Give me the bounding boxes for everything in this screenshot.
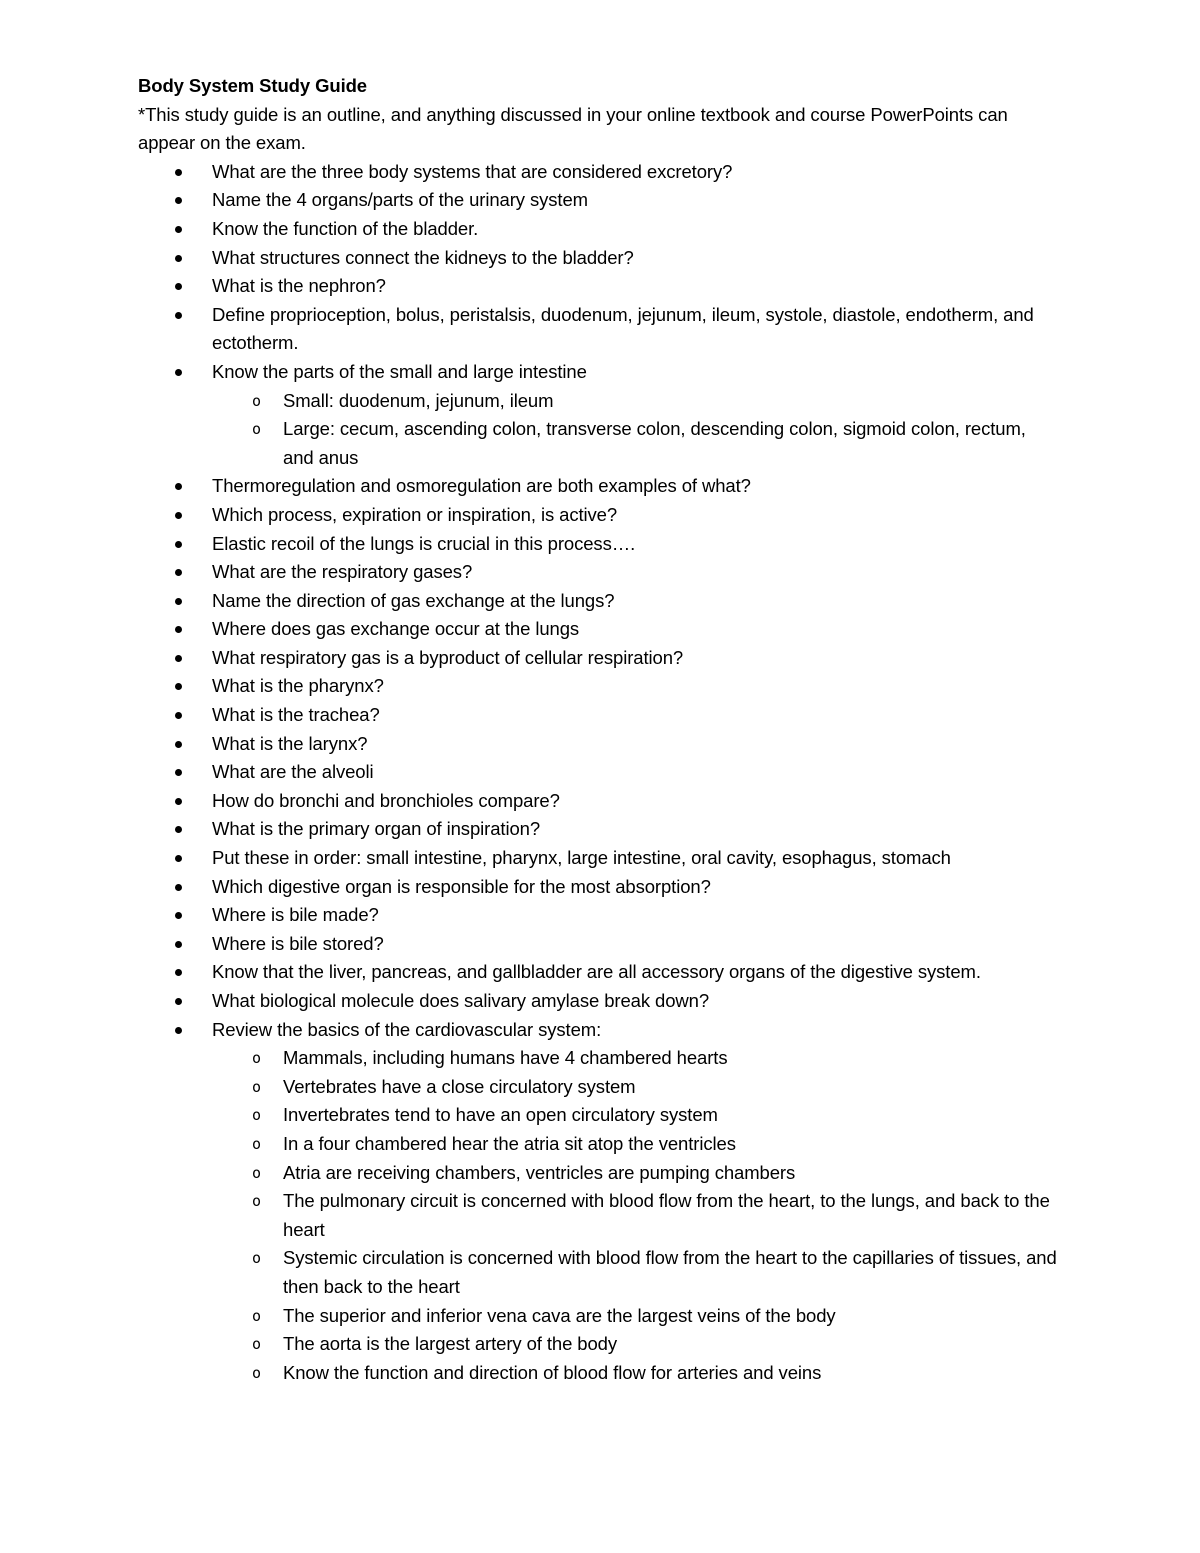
list-item-text: Name the direction of gas exchange at the lungs? bbox=[212, 589, 615, 611]
list-item bbox=[138, 672, 1058, 701]
circle-bullet-icon: o bbox=[252, 1163, 261, 1182]
sub-list-item-text: Mammals, including humans have 4 chambered hearts bbox=[283, 1047, 728, 1069]
circle-bullet-icon: o bbox=[252, 1335, 261, 1354]
bullet-dot-icon bbox=[175, 969, 182, 976]
list-item-text: Thermoregulation and osmoregulation are both examples of what? bbox=[212, 475, 751, 497]
list-item bbox=[138, 758, 1058, 787]
bullet-dot-icon bbox=[175, 598, 182, 605]
bullet-dot-icon bbox=[175, 197, 182, 204]
sub-list-item bbox=[212, 1044, 1058, 1073]
bullet-dot-icon bbox=[175, 712, 182, 719]
document-content bbox=[138, 72, 1058, 1387]
sub-list-item-text: The superior and inferior vena cava are the largest veins of the body bbox=[283, 1304, 836, 1326]
circle-bullet-icon: o bbox=[252, 391, 261, 410]
intro-note: *This study guide is an outline, and anything discussed in your online textbook and course PowerPoints can appear on the exam. bbox=[138, 103, 1008, 154]
list-item bbox=[138, 987, 1058, 1016]
bullet-dot-icon bbox=[175, 369, 182, 376]
list-item bbox=[138, 958, 1058, 987]
list-item bbox=[138, 587, 1058, 616]
circle-bullet-icon: o bbox=[252, 1106, 261, 1125]
list-item bbox=[138, 501, 1058, 530]
list-item bbox=[138, 186, 1058, 215]
sub-list-item-text: In a four chambered hear the atria sit atop the ventricles bbox=[283, 1132, 736, 1154]
bullet-dot-icon bbox=[175, 683, 182, 690]
document-title: Body System Study Guide bbox=[138, 75, 367, 96]
sub-list-item-text: Small: duodenum, jejunum, ileum bbox=[283, 389, 554, 411]
sub-list-item bbox=[212, 415, 1058, 472]
list-item bbox=[138, 901, 1058, 930]
list-item-text: What are the respiratory gases? bbox=[212, 561, 473, 583]
list-item-text: Elastic recoil of the lungs is crucial in this process…. bbox=[212, 532, 636, 554]
circle-bullet-icon: o bbox=[252, 420, 261, 439]
sub-list-item bbox=[212, 387, 1058, 416]
sub-list-item bbox=[212, 1159, 1058, 1188]
bullet-dot-icon bbox=[175, 769, 182, 776]
bullet-dot-icon bbox=[175, 912, 182, 919]
bullet-dot-icon bbox=[175, 826, 182, 833]
list-item-text: What is the pharynx? bbox=[212, 675, 384, 697]
bullet-dot-icon bbox=[175, 655, 182, 662]
sub-list-item bbox=[212, 1244, 1058, 1301]
list-item bbox=[138, 1016, 1058, 1388]
sub-list-item bbox=[212, 1330, 1058, 1359]
circle-bullet-icon: o bbox=[252, 1306, 261, 1325]
circle-bullet-icon: o bbox=[252, 1077, 261, 1096]
list-item bbox=[138, 558, 1058, 587]
list-item-text: Where is bile made? bbox=[212, 904, 379, 926]
sub-list-item bbox=[212, 1101, 1058, 1130]
bullet-dot-icon bbox=[175, 483, 182, 490]
list-item bbox=[138, 844, 1058, 873]
sub-list-item-text: The pulmonary circuit is concerned with blood flow from the heart, to the lungs, and back to the heart bbox=[283, 1190, 1050, 1240]
sub-list-item bbox=[212, 1359, 1058, 1388]
list-item-text: Name the 4 organs/parts of the urinary system bbox=[212, 189, 588, 211]
sub-list-item-text: Vertebrates have a close circulatory system bbox=[283, 1075, 636, 1097]
list-item bbox=[138, 358, 1058, 472]
list-item-text: What is the trachea? bbox=[212, 704, 380, 726]
circle-bullet-icon: o bbox=[252, 1049, 261, 1068]
list-item-text: What biological molecule does salivary amylase break down? bbox=[212, 990, 710, 1011]
bullet-dot-icon bbox=[175, 255, 182, 262]
list-item-text: Where is bile stored? bbox=[212, 932, 384, 954]
list-item-text: What are the alveoli bbox=[212, 761, 374, 783]
sub-list bbox=[212, 387, 1058, 473]
list-item bbox=[138, 701, 1058, 730]
bullet-dot-icon bbox=[175, 798, 182, 805]
sub-list-item-text: Large: cecum, ascending colon, transverse colon, descending colon, sigmoid colon, rectum, and anus bbox=[283, 418, 1026, 468]
list-item bbox=[138, 272, 1058, 301]
sub-list-item bbox=[212, 1302, 1058, 1331]
list-item-text: Know the function of the bladder. bbox=[212, 217, 479, 239]
question-list bbox=[138, 158, 1058, 1388]
list-item bbox=[138, 244, 1058, 273]
list-item-text: What respiratory gas is a byproduct of cellular respiration? bbox=[212, 646, 684, 668]
list-item-text: How do bronchi and bronchioles compare? bbox=[212, 789, 560, 811]
list-item-text: Review the basics of the cardiovascular system: bbox=[212, 1018, 602, 1040]
circle-bullet-icon: o bbox=[252, 1363, 261, 1382]
list-item-text: Where does gas exchange occur at the lungs bbox=[212, 618, 580, 640]
list-item-text: Which digestive organ is responsible for the most absorption? bbox=[212, 875, 711, 897]
bullet-dot-icon bbox=[175, 855, 182, 862]
list-item-text: What is the nephron? bbox=[212, 275, 386, 297]
list-item bbox=[138, 158, 1058, 187]
sub-list-item bbox=[212, 1073, 1058, 1102]
bullet-dot-icon bbox=[175, 1027, 182, 1034]
bullet-dot-icon bbox=[175, 226, 182, 233]
sub-list-item-text: Invertebrates tend to have an open circulatory system bbox=[283, 1104, 718, 1126]
sub-list-item bbox=[212, 1187, 1058, 1244]
list-item bbox=[138, 215, 1058, 244]
list-item bbox=[138, 873, 1058, 902]
list-item-text: Know the parts of the small and large intestine bbox=[212, 360, 587, 382]
bullet-dot-icon bbox=[175, 283, 182, 290]
sub-list-item-text: The aorta is the largest artery of the body bbox=[283, 1333, 618, 1355]
bullet-dot-icon bbox=[175, 884, 182, 891]
list-item-text: Know that the liver, pancreas, and gallbladder are all accessory organs of the digestive system. bbox=[212, 961, 981, 983]
list-item-text: Which process, expiration or inspiration, is active? bbox=[212, 503, 618, 525]
sub-list bbox=[212, 1044, 1058, 1387]
sub-list-item-text: Atria are receiving chambers, ventricles are pumping chambers bbox=[283, 1161, 796, 1183]
sub-list-item-text: Know the function and direction of blood flow for arteries and veins bbox=[283, 1361, 822, 1383]
list-item-text: What is the larynx? bbox=[212, 732, 368, 754]
bullet-dot-icon bbox=[175, 941, 182, 948]
list-item bbox=[138, 301, 1058, 358]
circle-bullet-icon: o bbox=[252, 1192, 261, 1211]
list-item-text: Define proprioception, bolus, peristalsis, duodenum, jejunum, ileum, systole, diastole, endotherm, and ectotherm. bbox=[212, 303, 1034, 354]
bullet-dot-icon bbox=[175, 741, 182, 748]
bullet-dot-icon bbox=[175, 541, 182, 548]
list-item bbox=[138, 930, 1058, 959]
bullet-dot-icon bbox=[175, 569, 182, 576]
sub-list-item-text: Systemic circulation is concerned with blood flow from the heart to the capillaries of tissues, and then back to the heart bbox=[283, 1247, 1057, 1297]
circle-bullet-icon: o bbox=[252, 1134, 261, 1153]
bullet-dot-icon bbox=[175, 626, 182, 633]
circle-bullet-icon: o bbox=[252, 1249, 261, 1268]
list-item bbox=[138, 644, 1058, 673]
list-item bbox=[138, 472, 1058, 501]
list-item bbox=[138, 815, 1058, 844]
bullet-dot-icon bbox=[175, 312, 182, 319]
bullet-dot-icon bbox=[175, 512, 182, 519]
bullet-dot-icon bbox=[175, 169, 182, 176]
list-item-text: What are the three body systems that are considered excretory? bbox=[212, 160, 733, 182]
list-item bbox=[138, 530, 1058, 559]
bullet-dot-icon bbox=[175, 998, 182, 1005]
list-item-text: Put these in order: small intestine, pharynx, large intestine, oral cavity, esophagus, stomach bbox=[212, 847, 951, 869]
sub-list-item bbox=[212, 1130, 1058, 1159]
list-item-text: What is the primary organ of inspiration? bbox=[212, 818, 541, 840]
list-item bbox=[138, 730, 1058, 759]
list-item bbox=[138, 615, 1058, 644]
list-item-text: What structures connect the kidneys to the bladder? bbox=[212, 246, 634, 268]
list-item bbox=[138, 787, 1058, 816]
